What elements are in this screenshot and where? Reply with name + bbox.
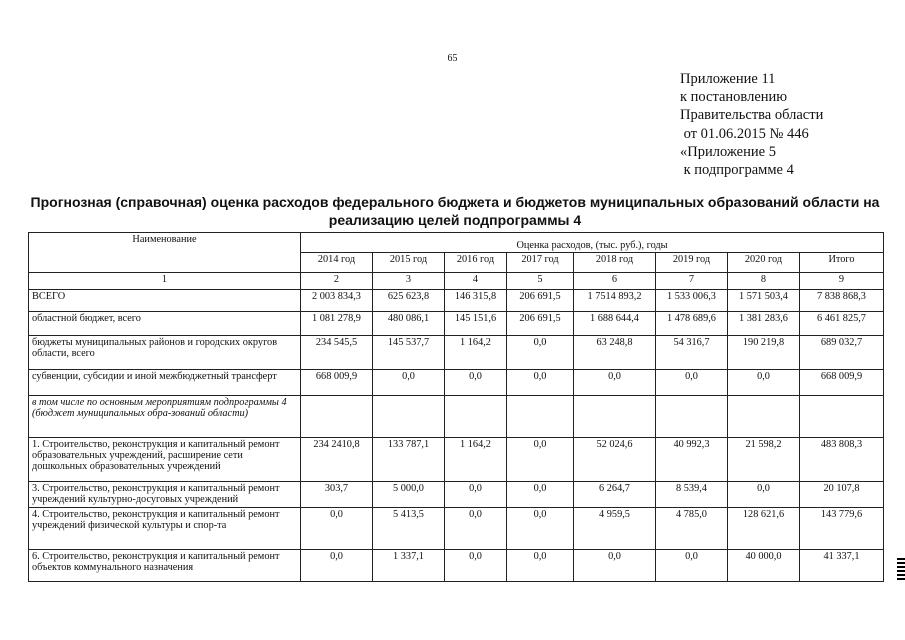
cell-value: 0,0 [656, 550, 728, 582]
table-row [29, 438, 884, 482]
cell-value: 40 992,3 [656, 438, 728, 482]
cell-value: 206 691,5 [507, 312, 574, 336]
cell-value: 1 533 006,3 [656, 290, 728, 312]
column-index: 7 [656, 273, 728, 290]
cell-value: 6 264,7 [574, 482, 656, 508]
cell-value: 0,0 [373, 370, 445, 396]
cell-value: 0,0 [507, 438, 574, 482]
cell-value: 0,0 [507, 508, 574, 550]
row-name: 4. Строительство, реконструкция и капитальный ремонт учреждений физической культуры и спор-та [29, 508, 301, 550]
document-title: Прогнозная (справочная) оценка расходов федерального бюджета и бюджетов муниципальных образований области на реализацию целей подпрограммы 4 [30, 194, 880, 228]
cell-value: 143 779,6 [800, 508, 884, 550]
cell-value: 234 2410,8 [301, 438, 373, 482]
scan-edge-mark [897, 558, 905, 580]
year-header: 2016 год [445, 253, 507, 273]
table-row [29, 550, 884, 582]
cell-value: 145 151,6 [445, 312, 507, 336]
cell-value: 1 688 644,4 [574, 312, 656, 336]
cell-value [507, 396, 574, 438]
column-index: 6 [574, 273, 656, 290]
group-header: Оценка расходов, (тыс. руб.), годы [301, 233, 884, 253]
cell-value: 63 248,8 [574, 336, 656, 370]
cell-value: 54 316,7 [656, 336, 728, 370]
cell-value: 1 7514 893,2 [574, 290, 656, 312]
appendix-line: Приложение 11 [680, 71, 776, 87]
cell-value: 40 000,0 [728, 550, 800, 582]
cell-value: 21 598,2 [728, 438, 800, 482]
page-number: 65 [447, 53, 458, 64]
table-row [29, 508, 884, 550]
row-name: областной бюджет, всего [29, 312, 301, 336]
table-row [29, 312, 884, 336]
column-index: 4 [445, 273, 507, 290]
cell-value: 0,0 [728, 482, 800, 508]
cell-value: 234 545,5 [301, 336, 373, 370]
year-header: 2014 год [301, 253, 373, 273]
cell-value: 190 219,8 [728, 336, 800, 370]
expenses-table [28, 232, 884, 582]
cell-value: 41 337,1 [800, 550, 884, 582]
cell-value: 52 024,6 [574, 438, 656, 482]
column-index: 1 [29, 273, 301, 290]
cell-value: 668 009,9 [800, 370, 884, 396]
row-name: в том числе по основным мероприятиям подпрограммы 4 (бюджет муниципальных обра-зований области) [29, 396, 301, 438]
index-row [29, 273, 884, 290]
cell-value [800, 396, 884, 438]
appendix-line: к подпрограмме 4 [680, 162, 794, 179]
cell-value [656, 396, 728, 438]
cell-value: 0,0 [301, 508, 373, 550]
cell-value: 133 787,1 [373, 438, 445, 482]
table-row [29, 370, 884, 396]
appendix-line: к постановлению [680, 89, 788, 106]
cell-value [373, 396, 445, 438]
year-header: 2019 год [656, 253, 728, 273]
table-row [29, 336, 884, 370]
cell-value [301, 396, 373, 438]
cell-value: 0,0 [728, 370, 800, 396]
cell-value: 483 808,3 [800, 438, 884, 482]
cell-value: 1 571 503,4 [728, 290, 800, 312]
year-header: 2018 год [574, 253, 656, 273]
column-index: 8 [728, 273, 800, 290]
column-index: 9 [800, 273, 884, 290]
cell-value: 0,0 [445, 482, 507, 508]
cell-value: 0,0 [656, 370, 728, 396]
year-header: 2020 год [728, 253, 800, 273]
row-name: субвенции, субсидии и иной межбюджетный трансферт [29, 370, 301, 396]
cell-value: 303,7 [301, 482, 373, 508]
cell-value: 128 621,6 [728, 508, 800, 550]
year-header: 2017 год [507, 253, 574, 273]
cell-value: 0,0 [507, 336, 574, 370]
row-name: 3. Строительство, реконструкция и капитальный ремонт учреждений культурно-досуговых учреждений [29, 482, 301, 508]
cell-value: 4 959,5 [574, 508, 656, 550]
cell-value: 1 337,1 [373, 550, 445, 582]
table-row [29, 290, 884, 312]
cell-value: 0,0 [574, 370, 656, 396]
cell-value: 0,0 [301, 550, 373, 582]
name-header: Наименование [29, 233, 301, 273]
cell-value: 4 785,0 [656, 508, 728, 550]
column-index: 3 [373, 273, 445, 290]
cell-value: 206 691,5 [507, 290, 574, 312]
cell-value: 1 164,2 [445, 336, 507, 370]
row-name: 1. Строительство, реконструкция и капитальный ремонт образовательных учреждений, расширение сети дошкольных образовательных учреждений [29, 438, 301, 482]
cell-value: 1 081 278,9 [301, 312, 373, 336]
cell-value: 8 539,4 [656, 482, 728, 508]
cell-value: 5 413,5 [373, 508, 445, 550]
cell-value: 1 164,2 [445, 438, 507, 482]
cell-value: 480 086,1 [373, 312, 445, 336]
cell-value: 0,0 [445, 370, 507, 396]
year-header: 2015 год [373, 253, 445, 273]
cell-value: 145 537,7 [373, 336, 445, 370]
column-index: 2 [301, 273, 373, 290]
cell-value [728, 396, 800, 438]
cell-value: 6 461 825,7 [800, 312, 884, 336]
cell-value: 1 381 283,6 [728, 312, 800, 336]
row-name: 6. Строительство, реконструкция и капитальный ремонт объектов коммунального назначения [29, 550, 301, 582]
table-row [29, 482, 884, 508]
table-row [29, 396, 884, 438]
cell-value: 2 003 834,3 [301, 290, 373, 312]
cell-value: 689 032,7 [800, 336, 884, 370]
row-name: ВСЕГО [29, 290, 301, 312]
appendix-line: «Приложение 5 [680, 143, 776, 160]
cell-value: 5 000,0 [373, 482, 445, 508]
appendix-line: от 01.06.2015 № 446 [680, 125, 809, 142]
cell-value: 20 107,8 [800, 482, 884, 508]
year-header: Итого [800, 253, 884, 273]
cell-value [445, 396, 507, 438]
cell-value: 668 009,9 [301, 370, 373, 396]
column-index: 5 [507, 273, 574, 290]
cell-value: 0,0 [507, 550, 574, 582]
cell-value: 7 838 868,3 [800, 290, 884, 312]
row-name: бюджеты муниципальных районов и городских округов области, всего [29, 336, 301, 370]
cell-value [574, 396, 656, 438]
cell-value: 0,0 [445, 550, 507, 582]
cell-value: 625 623,8 [373, 290, 445, 312]
cell-value: 0,0 [445, 508, 507, 550]
cell-value: 1 478 689,6 [656, 312, 728, 336]
appendix-note [680, 70, 823, 179]
cell-value: 0,0 [507, 370, 574, 396]
cell-value: 0,0 [574, 550, 656, 582]
cell-value: 0,0 [507, 482, 574, 508]
cell-value: 146 315,8 [445, 290, 507, 312]
appendix-line: Правительства области [680, 107, 824, 124]
